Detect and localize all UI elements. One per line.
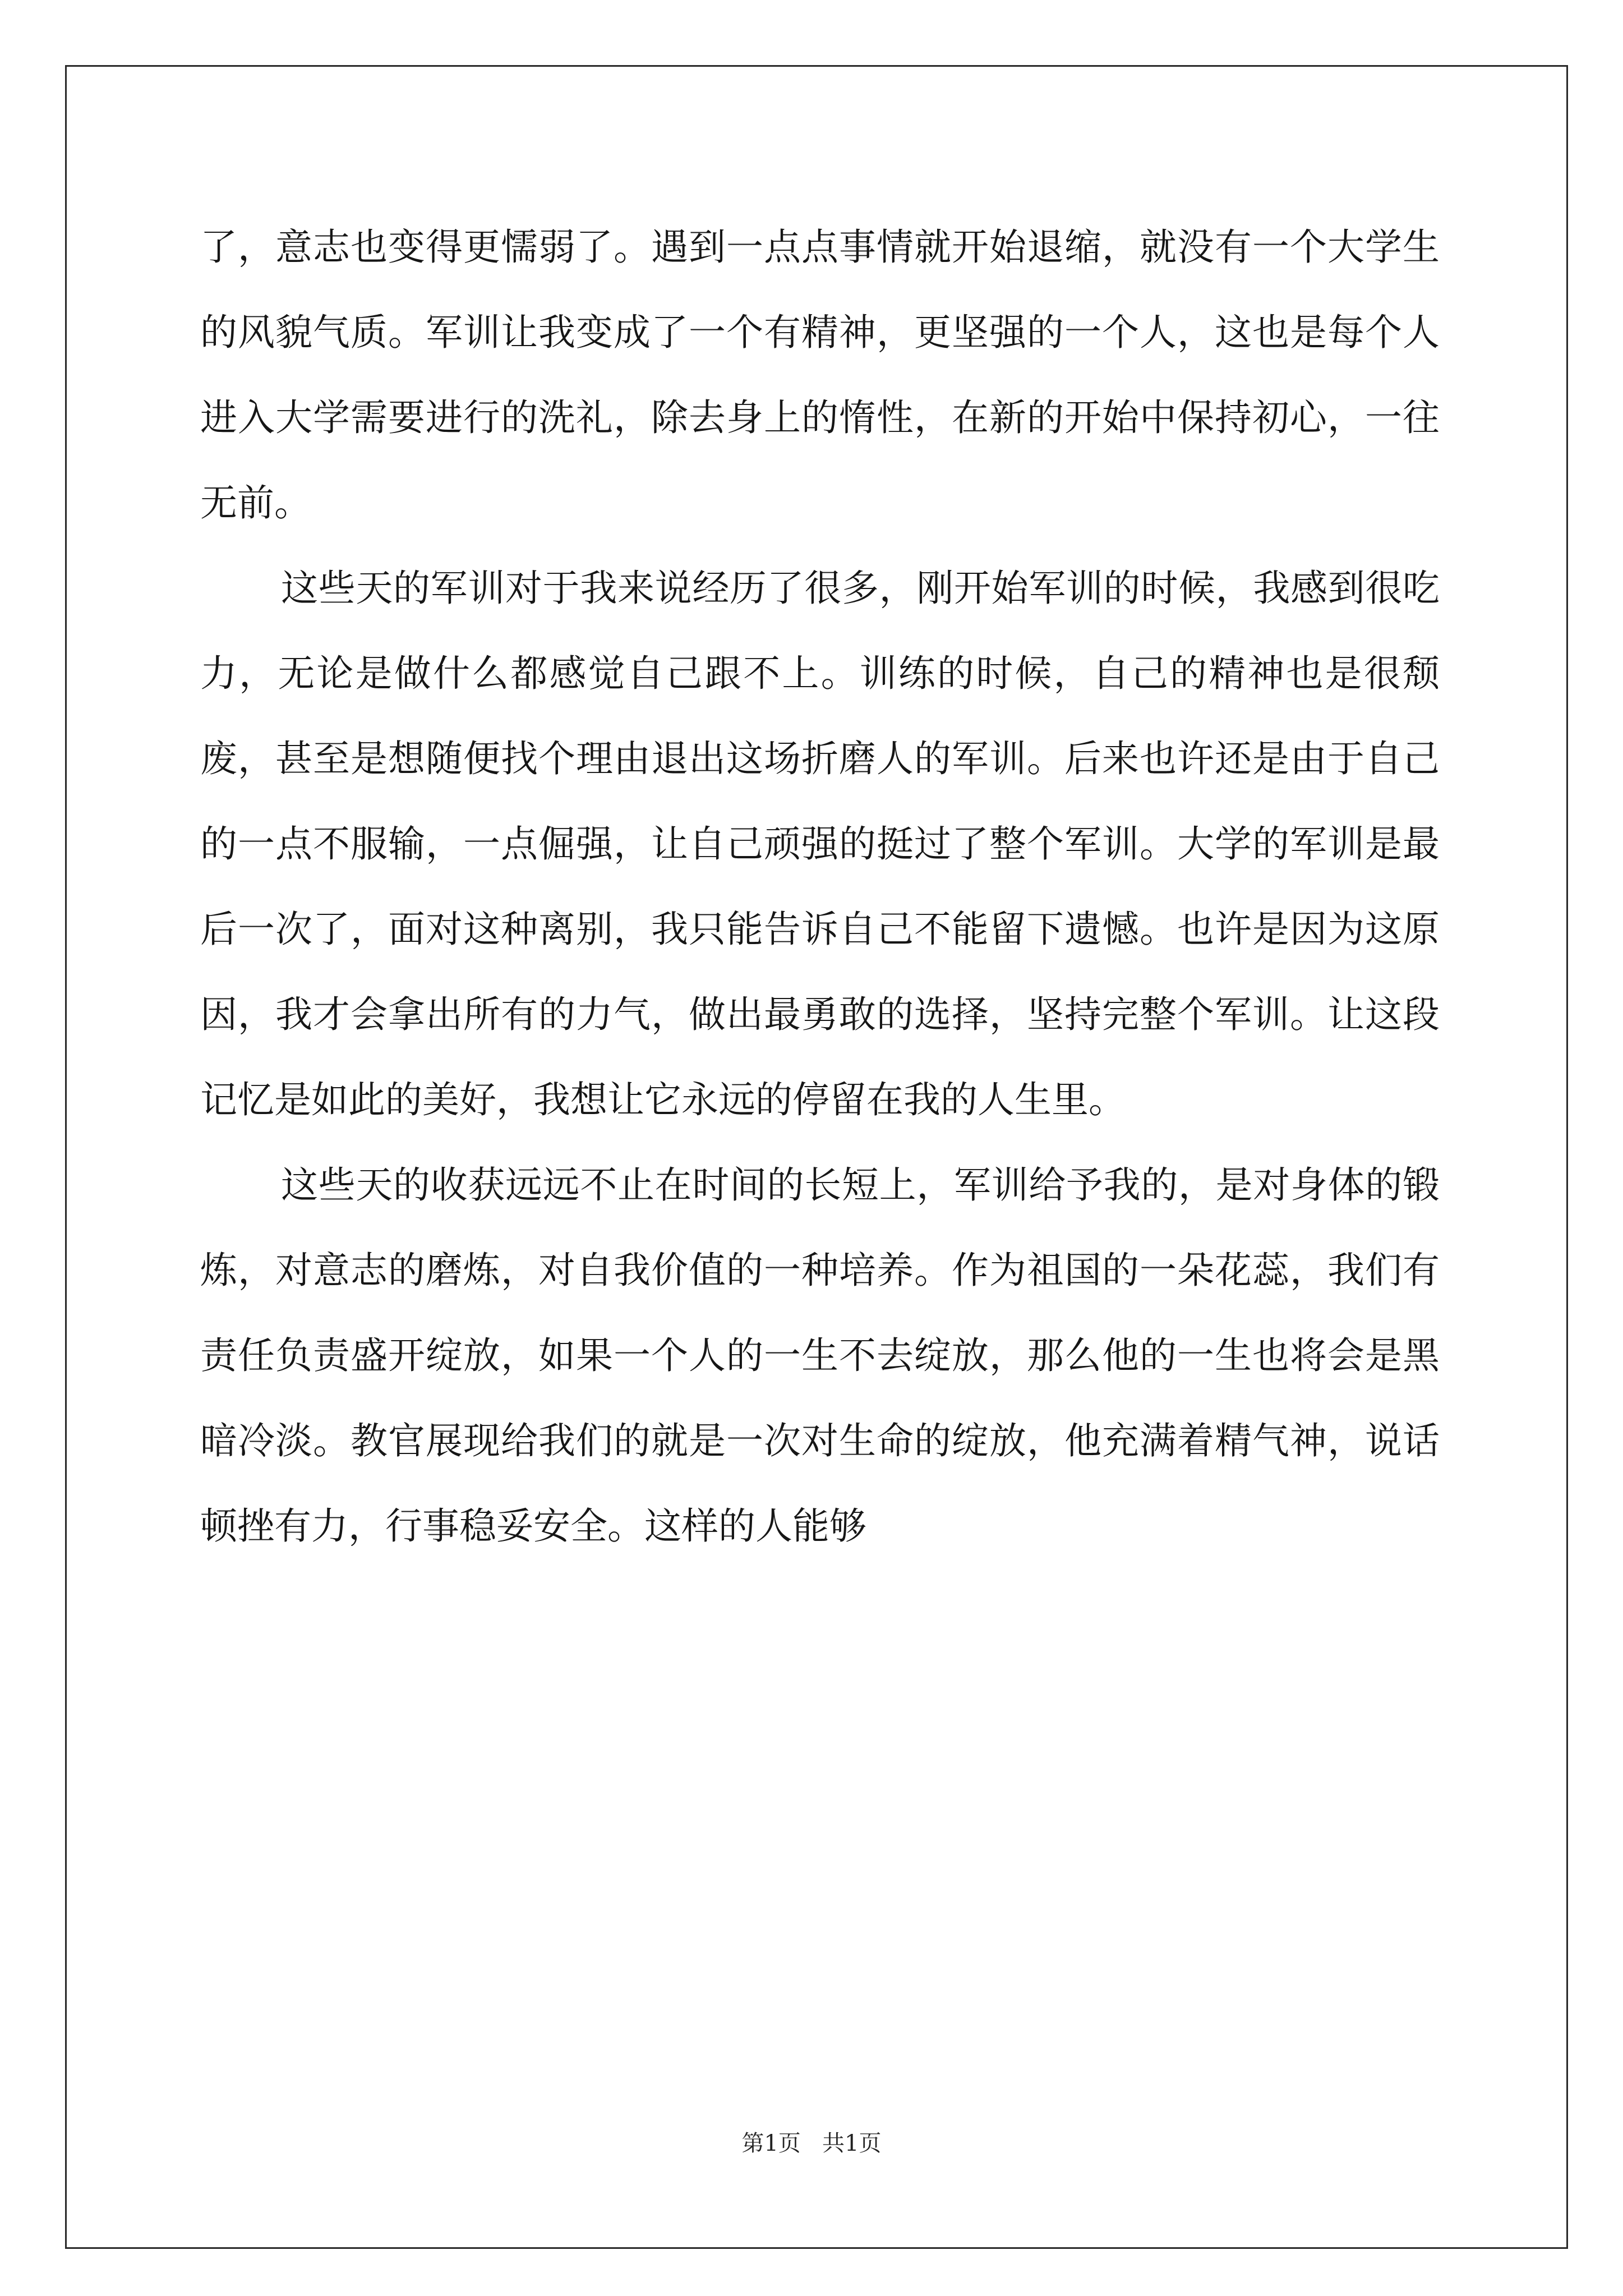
document-body — [200, 205, 1440, 1569]
paragraph-1: 了，意志也变得更懦弱了。遇到一点点事情就开始退缩，就没有一个大学生的风貌气质。军训让我变成了一个有精神，更坚强的一个人，这也是每个人进入大学需要进行的洗礼，除去身上的惰性，在新的开始中保持初心，一往无前。 — [200, 226, 1440, 524]
page-footer: 第1页 共1页 — [741, 2131, 882, 2156]
paragraph-3: 这些天的收获远远不止在时间的长短上，军训给予我的，是对身体的锻炼，对意志的磨炼，对自我价值的一种培养。作为祖国的一朵花蕊，我们有责任负责盛开绽放，如果一个人的一生不去绽放，那么他的一生也将会是黑暗冷淡。教官展现给我们的就是一次对生命的绽放，他充满着精气神，说话顿挫有力，行事稳妥安全。这样的人能够 — [200, 1163, 1440, 1548]
paragraph-2: 这些天的军训对于我来说经历了很多，刚开始军训的时候，我感到很吃力，无论是做什么都感觉自己跟不上。训练的时候，自己的精神也是很颓废，甚至是想随便找个理由退出这场折磨人的军训。后来也许还是由于自己的一点不服输，一点倔强，让自己顽强的挺过了整个军训。大学的军训是最后一次了，面对这种离别，我只能告诉自己不能留下遗憾。也许是因为这原因，我才会拿出所有的力气，做出最勇敢的选择，坚持完整个军训。让这段记忆是如此的美好，我想让它永远的停留在我的人生里。 — [200, 567, 1440, 1121]
